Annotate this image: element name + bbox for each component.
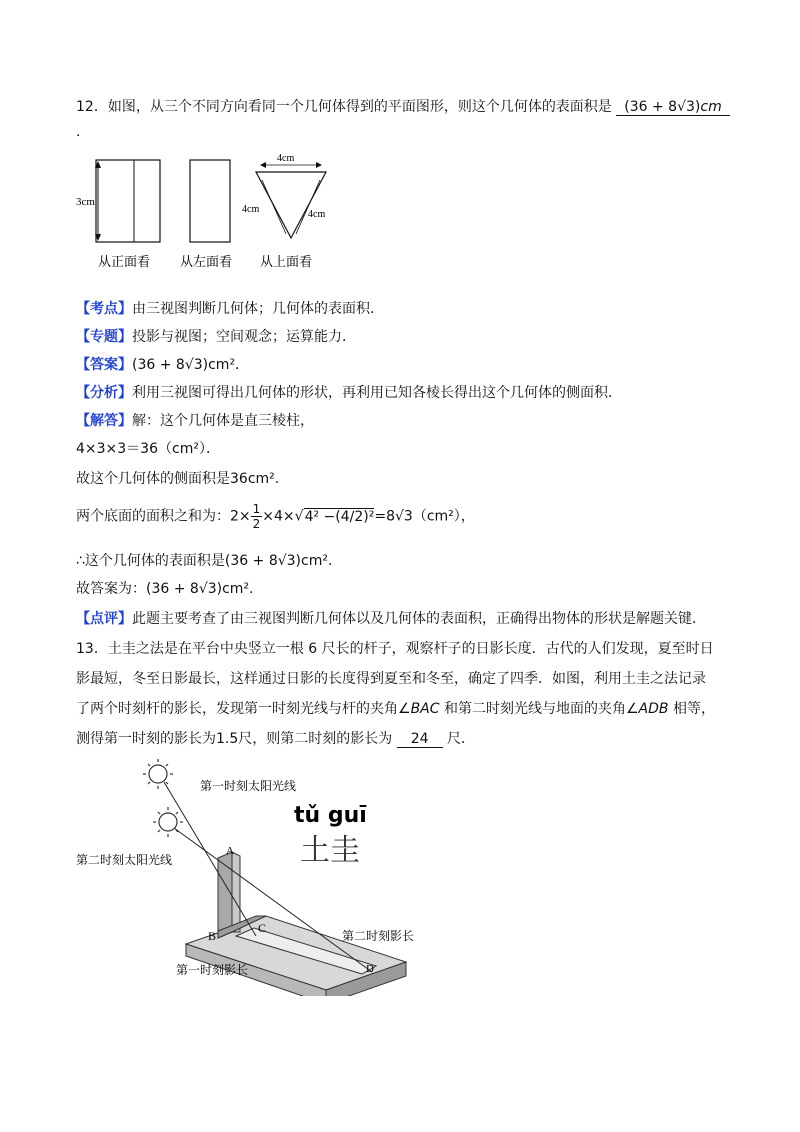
sqrt-expression: 4² −(4/2)² <box>304 508 375 525</box>
top-view-triangle <box>256 172 326 238</box>
q12-daan: 【答案】(36 + 8√3)cm²． <box>76 357 250 373</box>
top-left-dim <box>262 180 286 234</box>
caption-left-view: 从左面看 <box>180 255 233 270</box>
q13-tugui-figure <box>76 756 436 996</box>
top-right-dim <box>296 180 320 234</box>
q12-jieda: 【解答】解：这个几何体是直三棱柱， <box>76 413 314 429</box>
point-D-label: D <box>366 963 374 975</box>
q12-question <box>76 96 730 116</box>
q13-line4: 测得第一时刻的影长为1.5尺，则第二时刻的影长为 24 尺． <box>76 731 475 747</box>
q12-question-text: 12．如图，从三个不同方向看同一个几何体得到的平面图形，则这个几何体的表面积是 <box>76 99 612 115</box>
q12-dianping: 【点评】此题主要考查了由三视图判断几何体以及几何体的表面积，正确得出物体的形状是解题关键． <box>76 611 706 627</box>
top-width-arrow-l <box>260 162 266 168</box>
sun-icon-1 <box>143 759 173 789</box>
tugui-title: 土圭 <box>300 833 360 868</box>
pole-side <box>232 852 240 932</box>
q12-calc3: 两个底面的面积之和为：2× $\frac{1}{2}$ ×4×√4² −(4/2)²=8√3（cm²）， <box>76 502 475 531</box>
q13-line1: 13．土圭之法是在平台中央竖立一根 6 尺长的杆子，观察杆子的日影长度．古代的人们发现，夏至时日 <box>76 641 714 657</box>
first-shadow-label: 第一时刻影长 <box>176 963 249 977</box>
first-ray-label: 第一时刻太阳光线 <box>200 779 297 793</box>
point-C-label: C <box>258 921 267 935</box>
q12-kaodian: 【考点】由三视图判断几何体；几何体的表面积． <box>76 301 384 317</box>
top-right-label: 4cm <box>308 209 326 220</box>
first-ray-line <box>164 782 256 936</box>
q12-calc5: 故答案为：(36 + 8√3)cm². <box>76 581 254 597</box>
second-ray-label: 第二时刻太阳光线 <box>76 853 173 867</box>
sun-icon-2 <box>153 807 183 837</box>
point-B-label: B <box>208 929 217 943</box>
q12-zhuanti: 【专题】投影与视图；空间观念；运算能力． <box>76 329 356 345</box>
q12-calc1: 4×3×3＝36（cm²）． <box>76 441 220 457</box>
second-shadow-label: 第二时刻影长 <box>342 929 415 943</box>
q12-fenxi: 【分析】利用三视图可得出几何体的形状，再利用已知各棱长得出这个几何体的侧面积． <box>76 385 622 401</box>
top-width-arrow-r <box>316 162 322 168</box>
caption-front-view: 从正面看 <box>98 255 151 270</box>
pinyin-label: tǔ guī <box>294 803 367 828</box>
q13-answer-blank: 24 <box>397 731 443 748</box>
q13-line3: 了两个时刻杆的影长，发现第一时刻光线与杆的夹角∠BAC 和第二时刻光线与地面的夹角∠ADB 相等， <box>76 701 715 717</box>
left-view-rect <box>190 160 230 242</box>
q12-answer-blank: (36 + 8√3)cm <box>616 99 729 116</box>
half-fraction: $\frac{1}{2}$ <box>252 502 261 531</box>
q12-calc2: 故这个几何体的侧面积是36cm². <box>76 471 280 487</box>
front-view-rect <box>96 160 160 242</box>
front-height-label: 3cm <box>76 196 95 208</box>
q12-three-views-figure <box>76 150 346 276</box>
top-width-label: 4cm <box>277 153 295 164</box>
top-left-label: 4cm <box>242 204 260 215</box>
q12-trailing-dot: . <box>76 124 81 140</box>
point-A-label: A <box>226 845 234 857</box>
q12-calc4: ∴这个几何体的表面积是(36 + 8√3)cm². <box>76 553 333 569</box>
caption-top-view: 从上面看 <box>260 255 313 270</box>
q13-line2: 影最短，冬至日影最长，这样通过日影的长度得到夏至和冬至，确定了四季．如图，利用土圭之法记录 <box>76 671 706 687</box>
